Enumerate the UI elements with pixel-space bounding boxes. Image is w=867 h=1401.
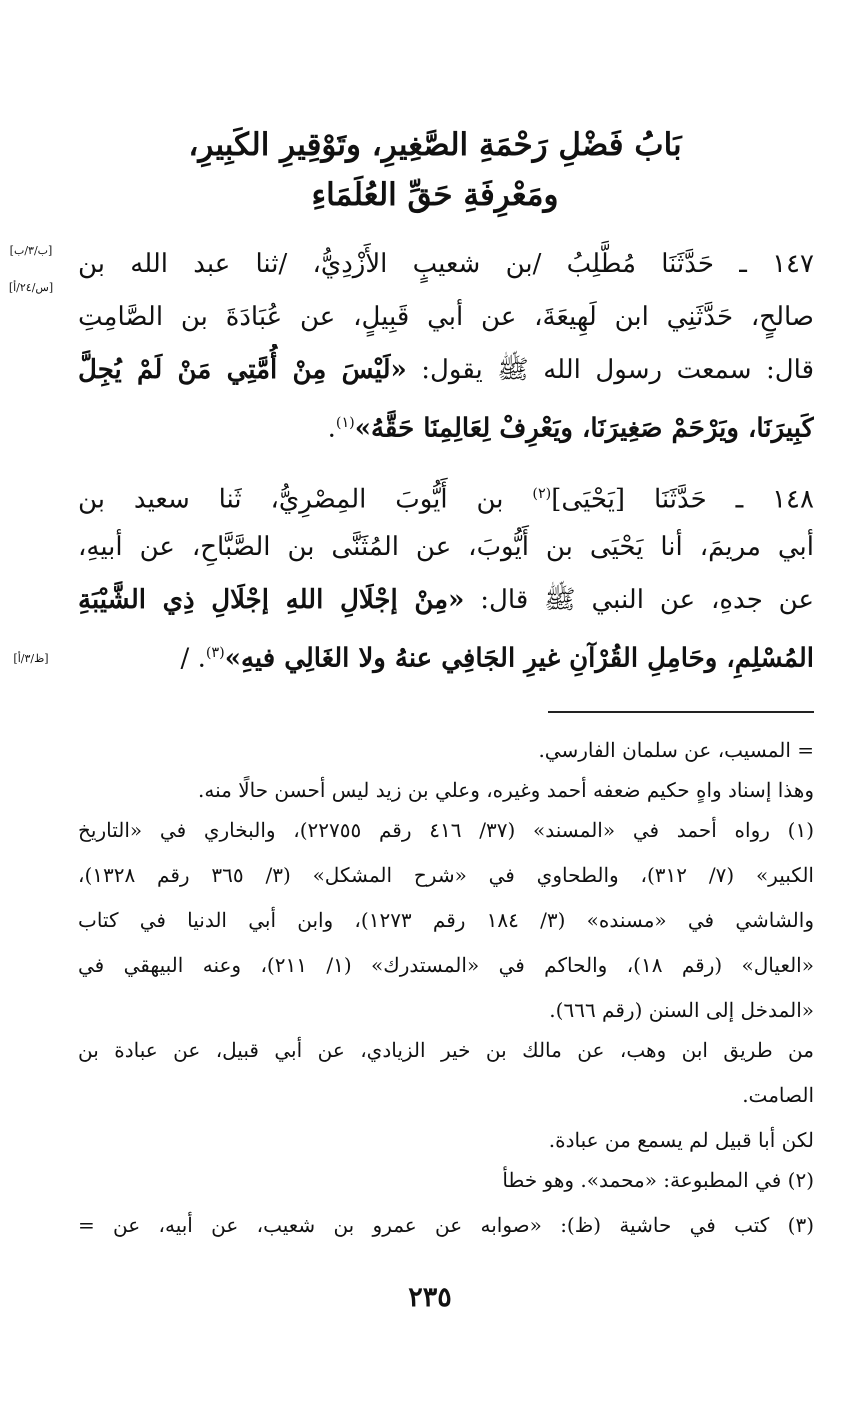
footnote-marker-2: (٢) [532,486,552,502]
footnote-2: (٢) في المطبوعة: «محمد». وهو خطأ [502,1168,814,1192]
hadith-147-narration: قال: سمعت رسول الله ﷺ يقول: [406,355,814,385]
hadith-148-line: أبي مريمَ، أنا يَحْيَى بن أَيُّوبَ، عن المُثَنَّى بن الصَّبَّاحِ، عن أبيهِ، [78,532,814,562]
footnote-1-line: من طريق ابن وهب، عن مالك بن خير الزيادي، عن أبي قبيل، عن عبادة بن [78,1038,814,1062]
footnote-separator [548,711,814,713]
hadith-148-chain: بن أَيُّوبَ المِصْرِيُّ، ثَنا سعيد بن [78,484,533,515]
hadith-147-text: «لَيْسَ مِنْ أُمَّتِي مَنْ لَمْ يُجِلَّ [78,355,407,385]
hadith-148-line [78,574,814,626]
footnote-marker-3: (٣) [205,645,225,661]
chapter-title-line-1: بَابُ فَضْلِ رَحْمَةِ الصَّغِيرِ، وتَوْقِيرِ الكَبِيرِ، [188,127,682,163]
footnote-1-line: (١) رواه أحمد في «المسند» (٣٧/ ٤١٦ رقم ٢٢٧٥٥)، والبخاري في «التاريخ [78,818,814,842]
hadith-147-line [78,344,814,396]
margin-reference: [س/٢٤/أ] [8,281,54,294]
hadith-148-narration: عن جدهِ، عن النبي ﷺ قال: [464,585,814,615]
page-number: ٢٣٥ [408,1282,452,1313]
footnote-3: (٣) كتب في حاشية (ظ): «صوابه عن عمرو بن شعيب، عن أبيه، عن = [78,1213,814,1237]
footnote-1-line: والشاشي في «مسنده» (٣/ ١٨٤ رقم ١٢٧٣)، وابن أبي الدنيا في كتاب [78,908,814,932]
hadith-147-line [78,397,814,449]
footnote-1-line: «المدخل إلى السنن (رقم ٦٦٦). [549,998,814,1022]
hadith-148-text: المُسْلِمِ، وحَامِلِ القُرْآنِ غيرِ الجَافِي عنهُ ولا الغَالِي فيهِ» [224,643,814,674]
hadith-147-line: ١٤٧ ـ حَدَّثَنَا مُطَّلِبُ /بن شعيبٍ الأَزْدِيُّ، /ثنا عبد الله بن [78,249,814,279]
footnote-marker-1: (١) [335,415,355,431]
footnote-1-line: لكن أبا قبيل لم يسمع من عبادة. [548,1128,814,1152]
margin-reference: [ب/٣/ب] [9,244,53,257]
margin-reference: [ظ/٣/أ] [13,652,49,665]
hadith-148-opening: ١٤٨ ـ حَدَّثَنَا [يَحْيَى] [551,484,814,515]
footnote-1-line: الكبير» (٧/ ٣١٢)، والطحاوي في «شرح المشكل» (٣/ ٣٦٥ رقم ١٣٢٨)، [78,863,814,887]
hadith-148-line [78,627,814,679]
hadith-148-line [78,468,814,520]
chapter-title-line-2: ومَعْرِفَةِ حَقِّ العُلَمَاءِ [311,177,559,213]
footnote-line: = المسيب، عن سلمان الفارسي. [538,738,814,762]
hadith-147-end: . [327,413,336,444]
hadith-147-text: كَبِيرَنَا، ويَرْحَمْ صَغِيرَنَا، ويَعْرِفْ لِعَالِمِنَا حَقَّهُ» [354,413,814,444]
hadith-148-end: . / [180,643,206,674]
footnote-line: وهذا إسناد واهٍ حكيم ضعفه أحمد وغيره، وعلي بن زيد ليس أحسن حالًا منه. [198,778,814,802]
hadith-147-line: صالحٍ، حَدَّثَنِي ابن لَهِيعَةَ، عن أبي قَبِيلٍ، عن عُبَادَةَ بن الصَّامِتِ [78,302,814,332]
footnote-1-line: الصامت. [742,1083,814,1107]
footnote-1-line: «العيال» (رقم ١٨)، والحاكم في «المستدرك» (١/ ٢١١)، وعنه البيهقي في [78,953,814,977]
hadith-148-text: «مِنْ إجْلَالِ اللهِ إجْلَالِ ذِي الشَّيْبَةِ [78,585,465,615]
